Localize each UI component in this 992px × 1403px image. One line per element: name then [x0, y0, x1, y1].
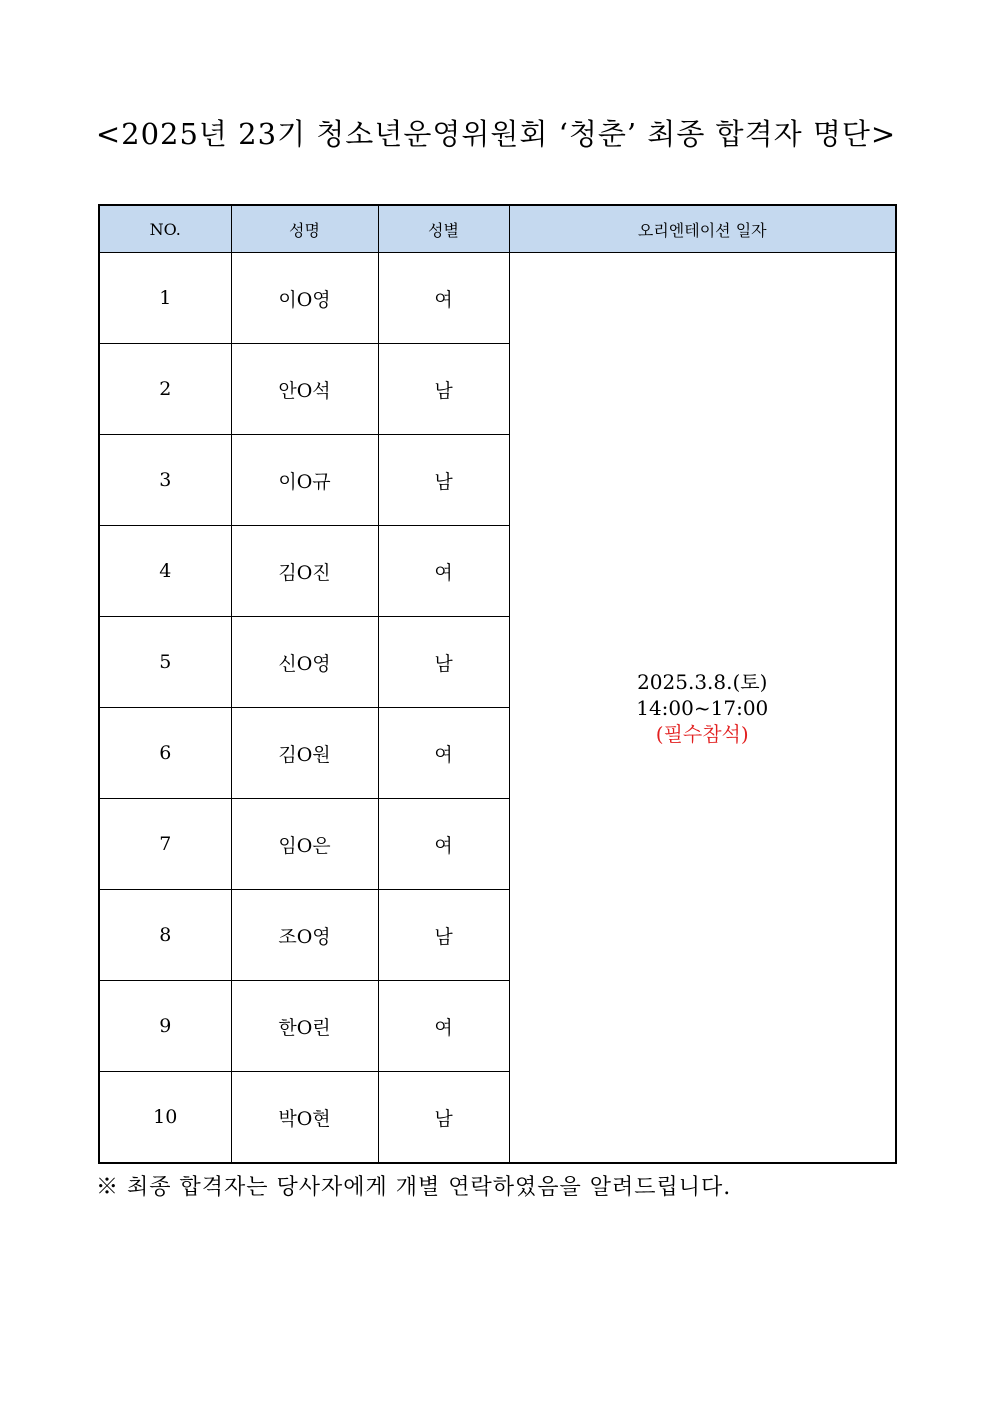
roster-table: [98, 204, 897, 1164]
row-no: 6: [99, 708, 231, 799]
row-no: 10: [99, 1072, 231, 1164]
orientation-note: (필수참석): [655, 721, 749, 746]
table-row: [99, 253, 896, 344]
row-gender: 남: [378, 617, 509, 708]
row-name: 이O규: [231, 435, 378, 526]
orientation-date: 2025.3.8.(토): [637, 669, 768, 694]
header-no: NO.: [99, 205, 231, 253]
row-name: 박O현: [231, 1072, 378, 1164]
row-gender: 여: [378, 799, 509, 890]
row-gender: 남: [378, 435, 509, 526]
row-name: 임O은: [231, 799, 378, 890]
row-no: 5: [99, 617, 231, 708]
row-gender: 남: [378, 890, 509, 981]
row-gender: 여: [378, 253, 509, 344]
row-gender: 여: [378, 981, 509, 1072]
row-no: 2: [99, 344, 231, 435]
table-header-row: [99, 205, 896, 253]
page-title: <2025년 23기 청소년운영위원회 ‘청춘’ 최종 합격자 명단>: [95, 117, 897, 151]
row-no: 8: [99, 890, 231, 981]
orientation-time: 14:00~17:00: [636, 695, 769, 720]
row-no: 3: [99, 435, 231, 526]
row-name: 김O원: [231, 708, 378, 799]
row-no: 4: [99, 526, 231, 617]
row-gender: 여: [378, 708, 509, 799]
row-no: 9: [99, 981, 231, 1072]
orientation-cell: [509, 253, 896, 1164]
row-name: 조O영: [231, 890, 378, 981]
header-orientation-date: 오리엔테이션 일자: [509, 205, 896, 253]
row-name: 한O린: [231, 981, 378, 1072]
row-gender: 여: [378, 526, 509, 617]
row-gender: 남: [378, 1072, 509, 1164]
footnote: ※ 최종 합격자는 당사자에게 개별 연락하였음을 알려드립니다.: [96, 1175, 732, 1200]
row-name: 이O영: [231, 253, 378, 344]
row-gender: 남: [378, 344, 509, 435]
row-no: 7: [99, 799, 231, 890]
row-no: 1: [99, 253, 231, 344]
row-name: 안O석: [231, 344, 378, 435]
row-name: 김O진: [231, 526, 378, 617]
row-name: 신O영: [231, 617, 378, 708]
header-name: 성명: [231, 205, 378, 253]
header-gender: 성별: [378, 205, 509, 253]
